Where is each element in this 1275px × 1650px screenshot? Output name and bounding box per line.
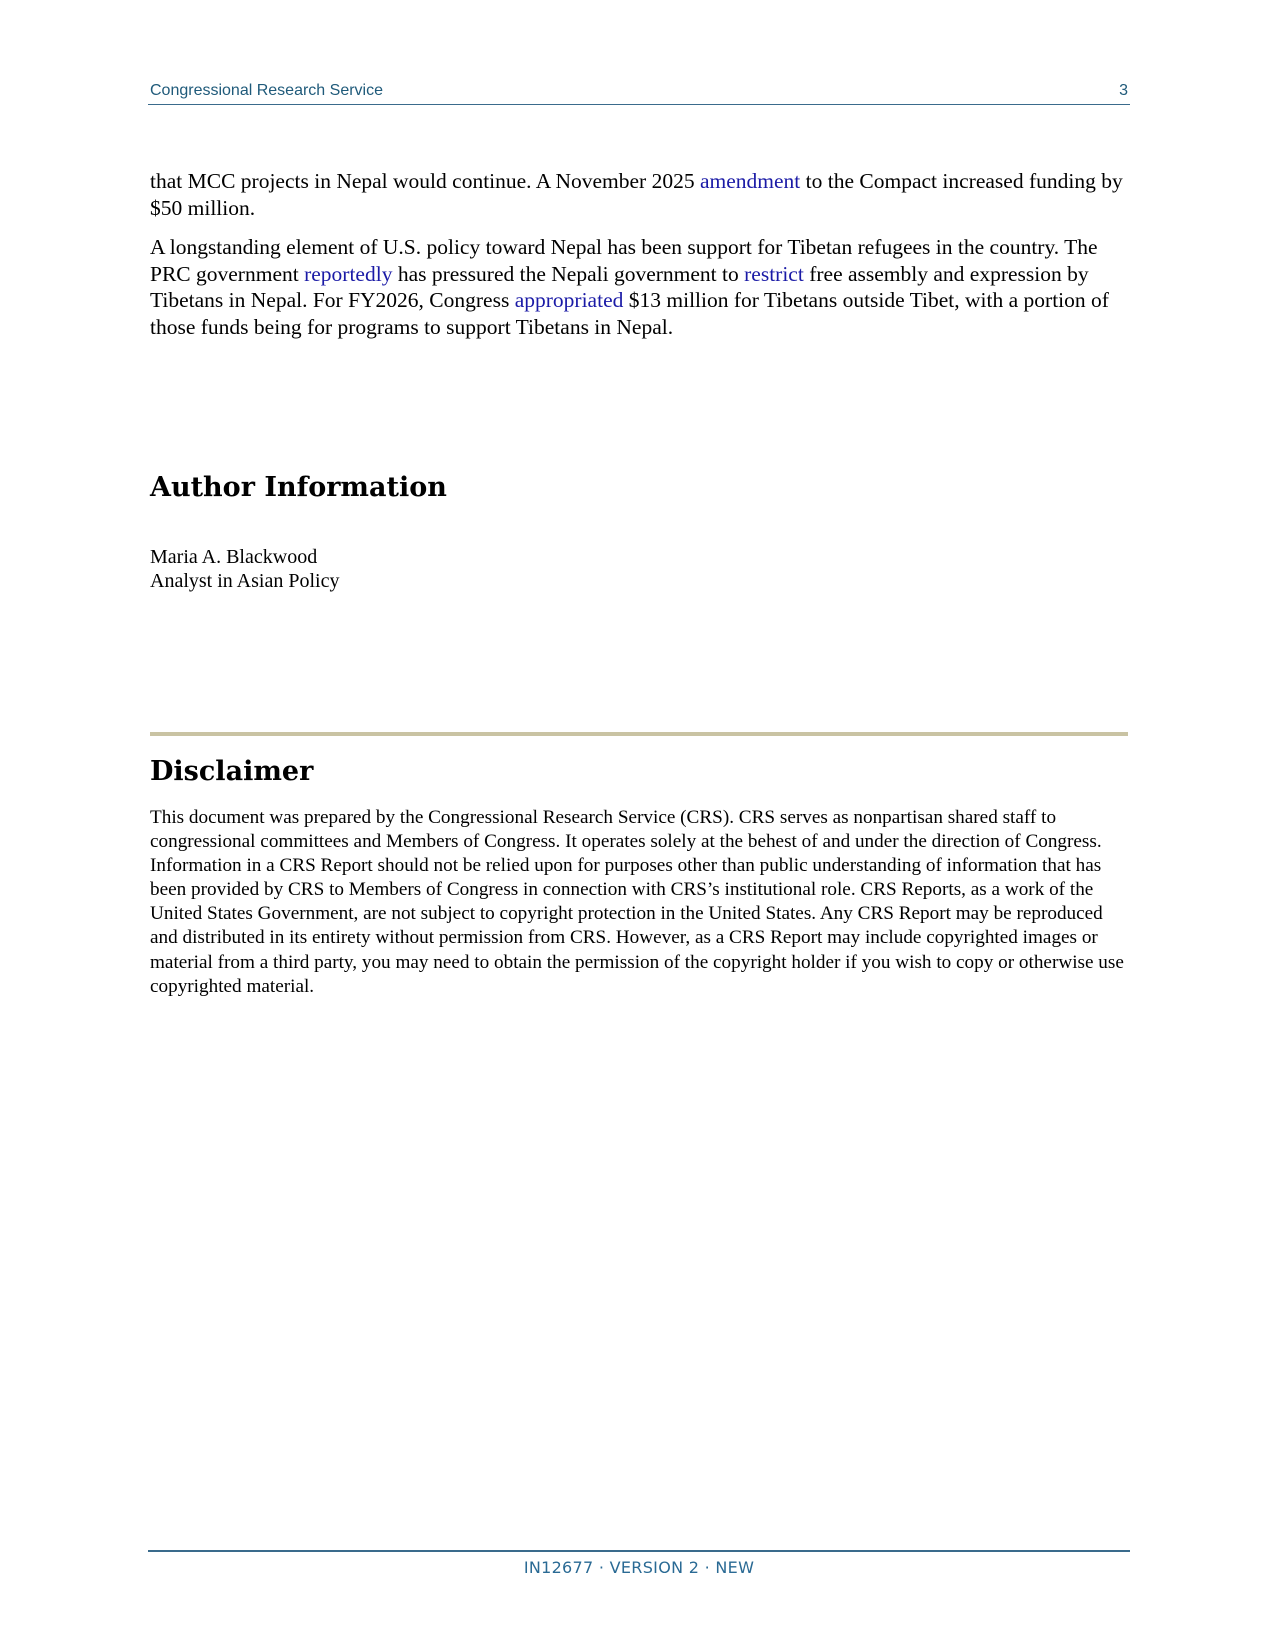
author-name: Maria A. Blackwood [150,546,318,568]
reportedly-link[interactable]: reportedly [304,261,393,286]
paragraph-2 [150,234,1130,340]
paragraph-2-text-c: free assembly and expression by Tibetans in Nepal. For FY2026, Congress [150,261,1089,312]
paragraph-1 [150,168,1130,221]
paragraph-2-text-a: A longstanding element of U.S. policy toward Nepal has been support for Tibetan refugees in the country. The PRC government [150,235,1098,286]
restrict-link[interactable]: restrict [744,261,804,286]
paragraph-2-text-b: has pressured the Nepali government to [392,261,745,286]
author-block [150,546,339,593]
amendment-link[interactable]: amendment [699,169,801,193]
body-text [150,168,1130,353]
footer-report-id: IN12677 · VERSION 2 · NEW [523,1558,755,1577]
disclaimer-text: This document was prepared by the Congressional Research Service (CRS). CRS serves as nonpartisan shared staff to congressional committees and Members of Congress. It operates solely at the behest of and under the direction of Congress. Information in a CRS Report should not be relied upon for purposes other than public understanding of information that has been provided by CRS to Members of Congress in connection with CRS’s institutional role. CRS Reports, as a work of the United States Government, are not subject to copyright protection in the United States. Any CRS Report may be reproduced and distributed in its entirety without permission from CRS. However, as a CRS Report may include copyrighted images or material from a third party, you may need to obtain the permission of the copyright holder if you wish to copy or otherwise use copyrighted material. [150,807,1124,997]
section-divider [150,732,1128,736]
header-organization: Congressional Research Service [150,82,383,99]
footer-rule [148,1550,1130,1552]
page-header [148,80,1130,105]
author-title: Analyst in Asian Policy [150,569,340,592]
disclaimer-heading: Disclaimer [150,756,314,787]
appropriated-link[interactable]: appropriated [514,288,624,312]
paragraph-1-text-b: to the Compact increased funding by $50 million. [150,169,1123,220]
paragraph-2-text-d: $13 million for Tibetans outside Tibet, with a portion of those funds being for programs to support Tibetans in Nepal. [150,288,1109,339]
paragraph-1-text-a: that MCC projects in Nepal would continue. A November 2025 [150,169,700,193]
page-number: 3 [1119,82,1128,99]
author-information-heading: Author Information [150,472,447,503]
